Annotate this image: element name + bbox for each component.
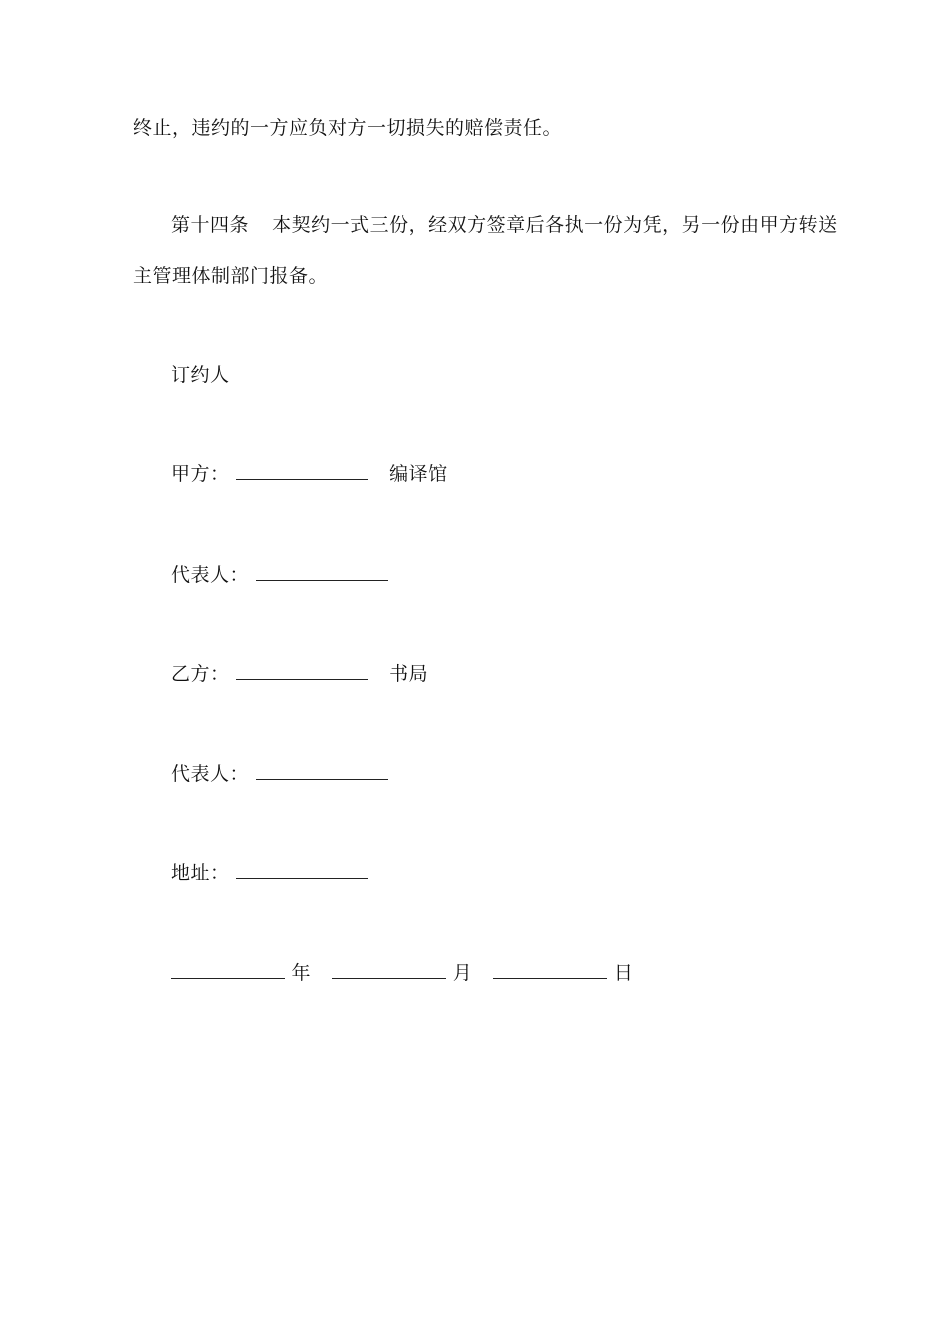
party-b-suffix: 书局: [389, 663, 429, 685]
party-a-row: [171, 462, 448, 486]
article-14-heading: 第十四条: [171, 214, 250, 236]
paragraph-text: 终止，违约的一方应负对方一切损失的赔偿责任。: [133, 117, 563, 139]
party-b-rep-row: [171, 762, 388, 786]
party-b-blank[interactable]: [236, 662, 368, 680]
party-a-blank[interactable]: [236, 462, 368, 480]
party-b-label: 乙方：: [171, 663, 230, 685]
day-label: 日: [613, 962, 634, 984]
party-a-rep-blank[interactable]: [256, 563, 388, 581]
party-b-rep-label: 代表人：: [171, 763, 250, 785]
signatories-label: 订约人: [171, 364, 230, 386]
signatories-heading: [171, 363, 230, 387]
paragraph-continuation: [133, 116, 562, 140]
date-row: [171, 961, 633, 985]
year-blank[interactable]: [171, 961, 285, 979]
address-label: 地址：: [171, 862, 230, 884]
article-14-line-2: [133, 264, 328, 288]
party-a-rep-row: [171, 563, 388, 587]
address-row: [171, 861, 368, 885]
address-blank[interactable]: [236, 861, 368, 879]
party-b-rep-blank[interactable]: [256, 762, 388, 780]
day-blank[interactable]: [493, 961, 607, 979]
party-b-row: [171, 662, 428, 686]
article-14-line-1: [171, 213, 838, 237]
article-14-text: 本契约一式三份，经双方签章后各执一份为凭，另一份由甲方转送: [272, 214, 838, 236]
party-a-label: 甲方：: [171, 463, 230, 485]
month-blank[interactable]: [332, 961, 446, 979]
year-label: 年: [291, 962, 312, 984]
party-a-rep-label: 代表人：: [171, 564, 250, 586]
party-a-suffix: 编译馆: [389, 463, 448, 485]
month-label: 月: [452, 962, 473, 984]
article-14-text-cont: 主管理体制部门报备。: [133, 265, 329, 287]
